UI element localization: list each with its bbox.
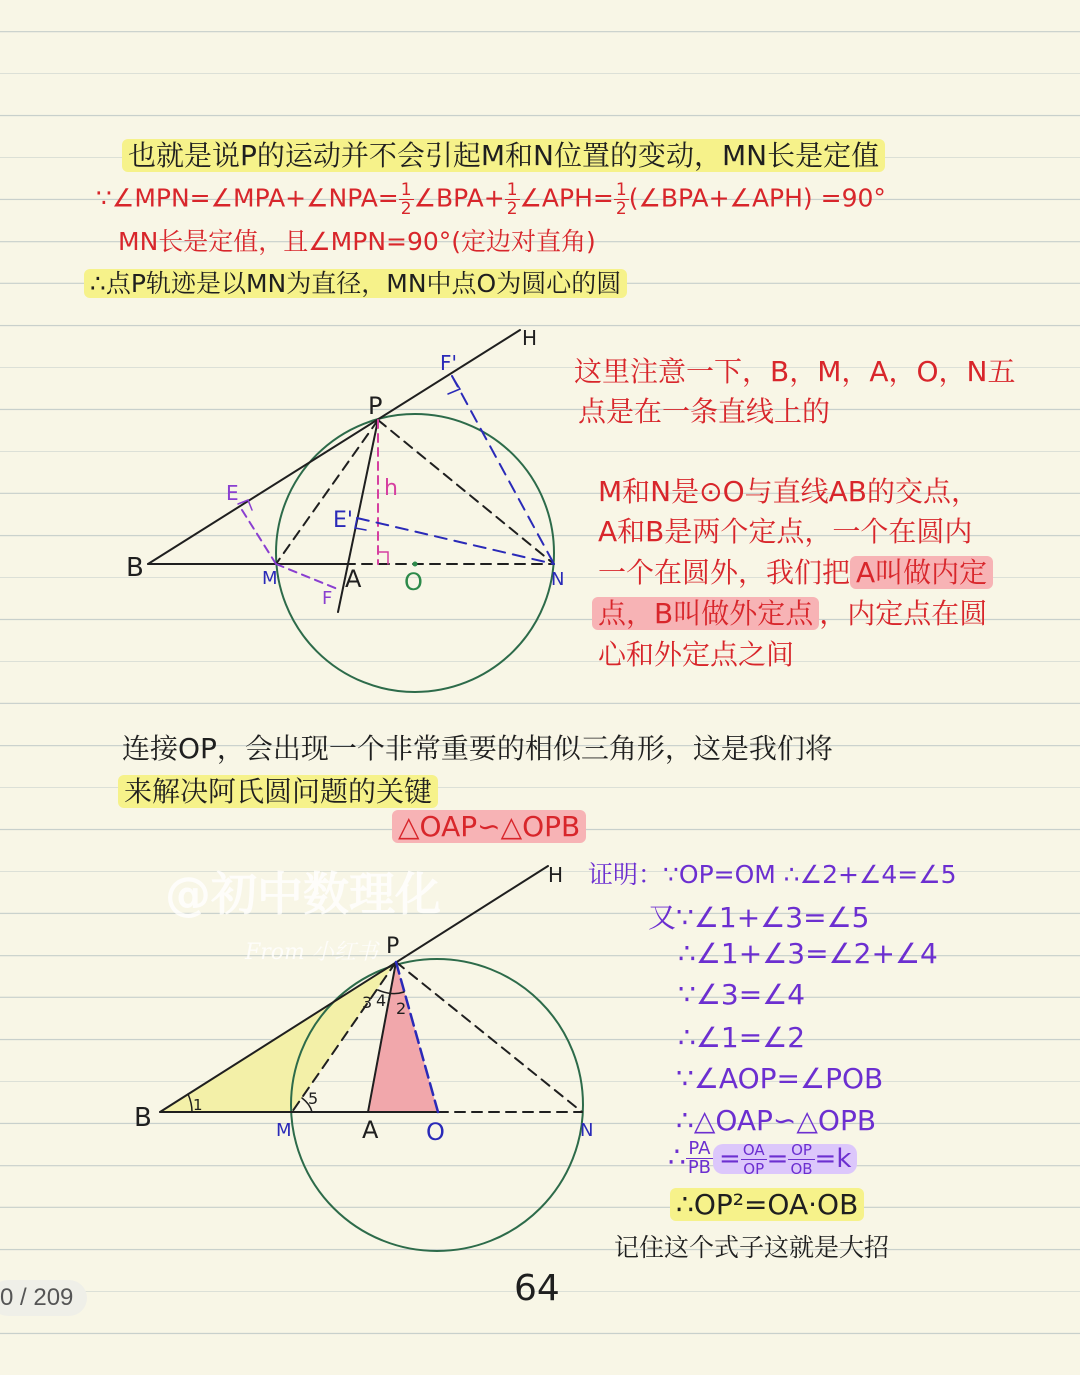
ratio-pa-pb: $\frac{PA}{PB}$ bbox=[687, 1138, 712, 1178]
label-m-2: M bbox=[276, 1120, 292, 1141]
label-e: E bbox=[226, 481, 239, 505]
label-f-prime: F' bbox=[440, 351, 458, 375]
note-points-line-4: 点，B叫做外定点 ，内定点在圆 bbox=[592, 592, 987, 632]
note-points-line-2: A和B是两个定点，一个在圆内 bbox=[598, 515, 973, 548]
label-angle-3: 3 bbox=[362, 993, 373, 1012]
label-f: F bbox=[322, 588, 333, 609]
watermark-source: From 小红书 bbox=[245, 940, 378, 965]
label-p: P bbox=[368, 392, 383, 420]
label-angle-2: 2 bbox=[396, 999, 407, 1018]
segment-mf bbox=[276, 564, 340, 590]
label-a-2: A bbox=[362, 1116, 379, 1144]
label-n-2: N bbox=[580, 1120, 594, 1141]
note-points-line-3: 一个在圆外，我们把 A叫做内定 bbox=[598, 551, 993, 591]
right-angle-h bbox=[378, 552, 388, 564]
center-dot-o bbox=[413, 562, 418, 567]
ratio-highlight: = $\frac{OA}{OP}$ = $\frac{OP}{OB}$ =k bbox=[713, 1144, 857, 1174]
ratio-op-ob: $\frac{OP}{OB}$ bbox=[790, 1140, 813, 1178]
ratio-oa-op: $\frac{OA}{OP}$ bbox=[742, 1140, 765, 1178]
proof-step-2: 又∵∠1+∠3=∠5 bbox=[648, 901, 870, 934]
note-points-line-1: M和N是⊙O与直线AB的交点， bbox=[598, 475, 979, 508]
statement-line-5: 连接OP，会出现一个非常重要的相似三角形，这是我们将 bbox=[122, 732, 833, 765]
fraction-half: $\frac{1}{2}$ bbox=[615, 180, 627, 219]
label-p-2: P bbox=[386, 934, 400, 959]
statement-line-6: 来解决阿氏圆问题的关键 bbox=[118, 770, 438, 810]
proof-step-4: ∵∠3=∠4 bbox=[678, 978, 806, 1011]
note-collinear-line-1: 这里注意一下，B，M，A，O，N五 bbox=[574, 355, 1016, 388]
proof-step-ratio: ∴ $\frac{PA}{PB}$ = $\frac{OA}{OP}$ = $\frac{OP}{OB}$ =k bbox=[668, 1140, 857, 1178]
statement-line-1: 也就是说P的运动并不会引起M和N位置的变动，MN长是定值 bbox=[122, 134, 885, 174]
label-angle-1: 1 bbox=[193, 1096, 203, 1114]
fraction-half: $\frac{1}{2}$ bbox=[400, 180, 412, 219]
note-points-line-5: 心和外定点之间 bbox=[598, 638, 795, 671]
segment-me bbox=[242, 510, 276, 564]
page-number: 64 bbox=[514, 1268, 560, 1309]
conclusion-line: ∴点P轨迹是以MN为直径，MN中点O为圆心的圆 bbox=[84, 264, 627, 300]
fraction-half: $\frac{1}{2}$ bbox=[506, 180, 518, 219]
label-height-h: h bbox=[384, 476, 398, 501]
watermark: @初中数理化 bbox=[165, 867, 441, 921]
label-m: M bbox=[262, 568, 278, 589]
similar-triangles-title: △OAP∽△OPB bbox=[392, 810, 586, 843]
proof-step-1: 证明：∵OP=OM ∴∠2+∠4=∠5 bbox=[588, 860, 957, 889]
label-n: N bbox=[551, 569, 565, 590]
segment-pn bbox=[378, 420, 554, 564]
proof-step-6: ∵∠AOP=∠POB bbox=[676, 1062, 884, 1095]
circle-o-1 bbox=[276, 414, 554, 692]
proof-line-angle-sum: ∵∠MPN=∠MPA+∠NPA= $\frac{1}{2}$ ∠BPA+ $\frac{1}{2}$ ∠APH= $\frac{1}{2}$ (∠BPA+∠APH) =90° bbox=[96, 180, 886, 219]
proof-step-7: ∴△OAP∽△OPB bbox=[676, 1104, 877, 1137]
label-h-2: H bbox=[548, 863, 564, 887]
proof-step-3: ∴∠1+∠3=∠2+∠4 bbox=[678, 937, 938, 970]
note-collinear-line-2: 点是在一条直线上的 bbox=[578, 395, 831, 428]
proof-step-5: ∴∠1=∠2 bbox=[678, 1021, 806, 1054]
label-o-2: O bbox=[426, 1118, 445, 1146]
label-angle-4: 4 bbox=[376, 991, 387, 1010]
label-h: H bbox=[522, 326, 538, 350]
label-a: A bbox=[345, 565, 362, 593]
label-angle-5: 5 bbox=[308, 1089, 319, 1108]
statement-line-3: MN长是定值，且∠MPN=90°(定边对直角) bbox=[118, 227, 596, 256]
segment-nf1 bbox=[452, 376, 554, 564]
label-e-prime: E' bbox=[333, 508, 353, 533]
page-counter[interactable]: 0 / 209 bbox=[0, 1280, 87, 1316]
label-b-2: B bbox=[134, 1103, 152, 1133]
key-formula: ∴OP²=OA·OB bbox=[670, 1188, 864, 1221]
outro-note: 记住这个式子这就是大招 bbox=[614, 1233, 890, 1262]
label-o: O bbox=[404, 568, 423, 596]
right-angle-f1 bbox=[448, 376, 460, 394]
label-b: B bbox=[126, 553, 144, 583]
